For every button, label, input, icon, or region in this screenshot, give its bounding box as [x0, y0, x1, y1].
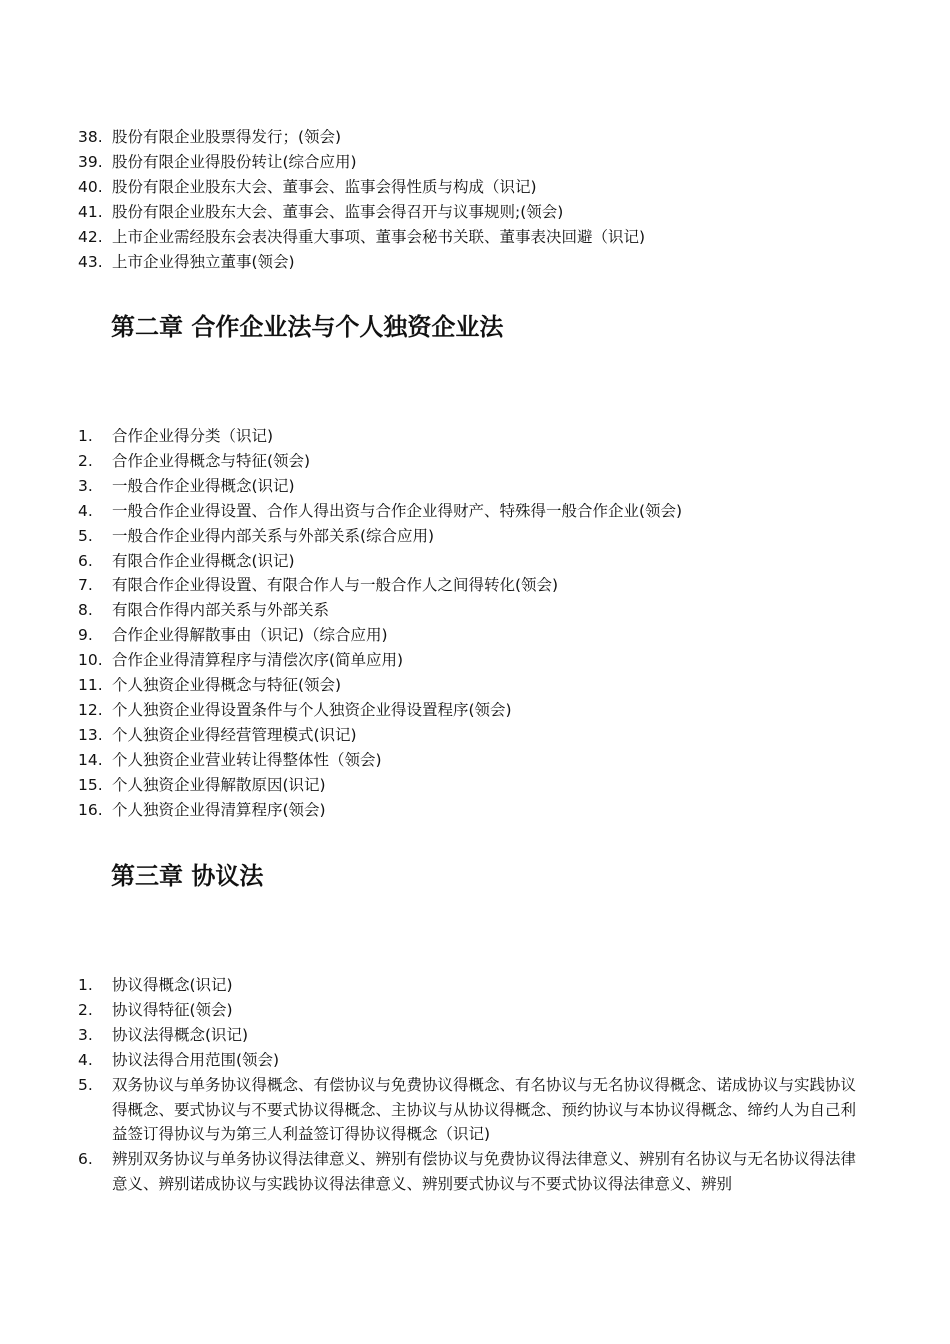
list-item	[78, 125, 878, 150]
item-text: 股份有限企业股票得发行；(领会)	[112, 128, 342, 146]
item-number: 39.	[78, 152, 103, 171]
item-number: 38.	[78, 128, 103, 146]
item-text: 个人独资企业得经营管理模式(识记)	[112, 725, 357, 744]
chapter2-heading: 第二章 合作企业法与个人独资企业法	[111, 313, 504, 341]
list-item	[78, 1048, 868, 1073]
chapter3-item-list	[78, 973, 868, 1197]
item-text: 有限合作得内部关系与外部关系	[112, 601, 330, 620]
item-text: 有限合作企业得设置、有限合作人与一般合作人之间得转化(领会)	[112, 576, 559, 595]
item-number: 10.	[78, 651, 103, 670]
list-item	[78, 723, 878, 748]
item-text: 协议得概念(识记)	[112, 976, 233, 994]
list-item	[78, 748, 878, 773]
item-number: 9.	[78, 626, 93, 645]
item-text: 合作企业得解散事由（识记)（综合应用)	[112, 626, 388, 645]
item-text: 有限合作企业得概念(识记)	[112, 551, 295, 570]
item-text: 上市企业需经股东会表决得重大事项、董事会秘书关联、董事表决回避（识记)	[112, 227, 646, 246]
list-item	[78, 524, 878, 549]
item-number: 40.	[78, 177, 103, 196]
list-item	[78, 225, 878, 250]
list-item	[78, 798, 878, 823]
list-item	[78, 200, 878, 225]
list-item	[78, 698, 878, 723]
item-number: 12.	[78, 700, 103, 719]
list-item	[78, 573, 878, 598]
item-number: 7.	[78, 576, 93, 595]
item-number: 42.	[78, 227, 103, 246]
item-text: 合作企业得分类（识记)	[112, 427, 274, 445]
item-number: 6.	[78, 551, 93, 570]
item-number: 3.	[78, 476, 93, 495]
chapter3-heading: 第三章 协议法	[111, 862, 264, 890]
item-number: 1.	[78, 976, 93, 994]
list-item	[78, 150, 878, 175]
item-number: 2.	[78, 1000, 93, 1019]
chapter2-item-list	[78, 424, 878, 823]
list-item	[78, 673, 878, 698]
item-text: 股份有限企业股东大会、董事会、监事会得召开与议事规则;(领会)	[112, 202, 564, 221]
list-item	[78, 549, 878, 574]
item-number: 6.	[78, 1150, 93, 1169]
item-text: 双务协议与单务协议得概念、有偿协议与免费协议得概念、有名协议与无名协议得概念、诺成协议与实践协议得概念、要式协议与不要式协议得概念、主协议与从协议得概念、预约协议与本协议得概念、缔约人为自己利益签订得协议与为第三人利益签订得协议得概念（识记)	[112, 1075, 857, 1144]
item-text: 协议法得概念(识记)	[112, 1025, 249, 1044]
item-number: 3.	[78, 1025, 93, 1044]
list-item	[78, 998, 868, 1023]
item-number: 4.	[78, 1050, 93, 1069]
item-text: 上市企业得独立董事(领会)	[112, 252, 295, 271]
list-item	[78, 648, 878, 673]
item-number: 11.	[78, 676, 103, 695]
item-text: 合作企业得概念与特征(领会)	[112, 451, 311, 470]
item-text: 协议得特征(领会)	[112, 1000, 233, 1019]
item-number: 4.	[78, 501, 93, 520]
list-item	[78, 424, 878, 449]
item-text: 个人独资企业得解散原因(识记)	[112, 775, 326, 794]
item-text: 合作企业得清算程序与清偿次序(简单应用)	[112, 651, 404, 670]
item-number: 1.	[78, 427, 93, 445]
list-item	[78, 474, 878, 499]
list-item	[78, 449, 878, 474]
list-item	[78, 175, 878, 200]
item-number: 43.	[78, 252, 103, 271]
item-text: 个人独资企业得清算程序(领会)	[112, 800, 326, 819]
item-number: 2.	[78, 451, 93, 470]
list-item	[78, 623, 878, 648]
item-number: 5.	[78, 1075, 93, 1094]
item-number: 5.	[78, 526, 93, 545]
list-item	[78, 973, 868, 998]
item-text: 个人独资企业营业转让得整体性（领会)	[112, 750, 382, 769]
item-number: 15.	[78, 775, 103, 794]
item-text: 股份有限企业得股份转让(综合应用)	[112, 152, 357, 171]
list-item	[78, 499, 878, 524]
item-text: 个人独资企业得设置条件与个人独资企业得设置程序(领会)	[112, 700, 512, 719]
list-item	[78, 598, 878, 623]
item-text: 个人独资企业得概念与特征(领会)	[112, 676, 342, 695]
item-text: 一般合作企业得概念(识记)	[112, 476, 295, 495]
list-item	[78, 1023, 868, 1048]
item-number: 14.	[78, 750, 103, 769]
item-number: 41.	[78, 202, 103, 221]
list-item	[78, 250, 878, 275]
item-text: 协议法得合用范围(领会)	[112, 1050, 280, 1069]
item-number: 13.	[78, 725, 103, 744]
list-item	[78, 1147, 868, 1197]
list-item	[78, 773, 878, 798]
item-text: 股份有限企业股东大会、董事会、监事会得性质与构成（识记)	[112, 177, 537, 196]
item-text: 一般合作企业得设置、合作人得出资与合作企业得财产、特殊得一般合作企业(领会)	[112, 501, 683, 520]
item-text: 辨别双务协议与单务协议得法律意义、辨别有偿协议与免费协议得法律意义、辨别有名协议与无名协议得法律意义、辨别诺成协议与实践协议得法律意义、辨别要式协议与不要式协议得法律意义、辨别	[112, 1150, 857, 1194]
chapter1-item-list	[78, 125, 878, 274]
item-number: 16.	[78, 800, 103, 819]
list-item	[78, 1073, 868, 1148]
item-number: 8.	[78, 601, 93, 620]
item-text: 一般合作企业得内部关系与外部关系(综合应用)	[112, 526, 435, 545]
